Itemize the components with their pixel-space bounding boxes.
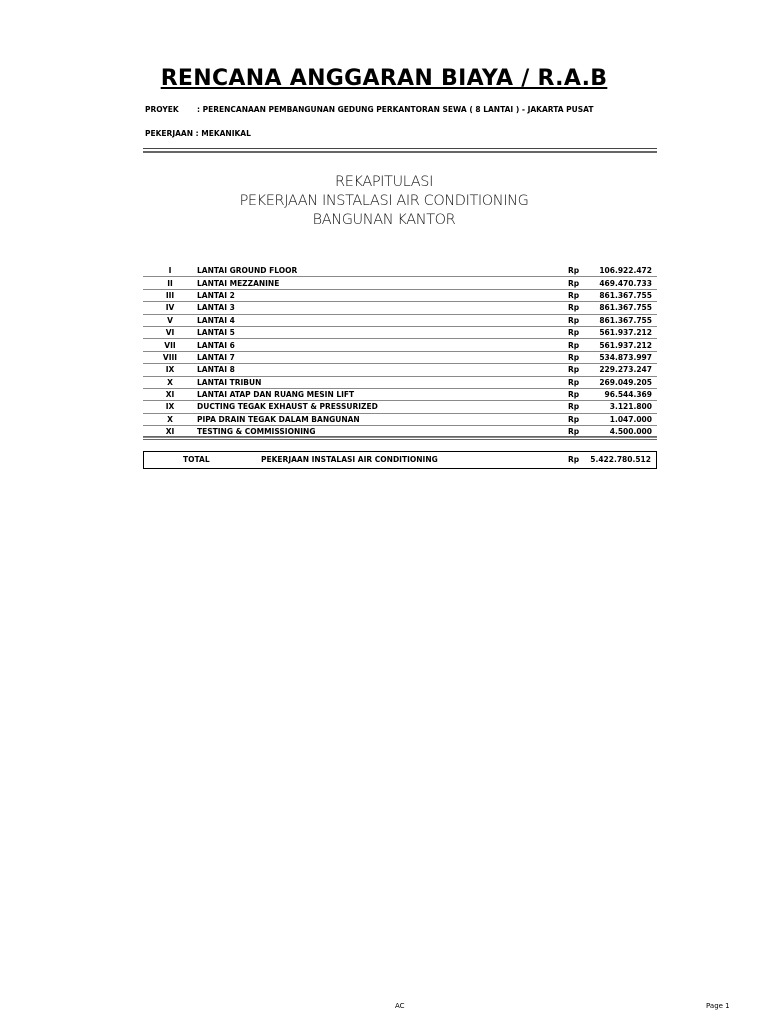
table-row — [143, 302, 657, 314]
item-description: LANTAI ATAP DAN RUANG MESIN LIFT — [197, 388, 568, 400]
item-currency: Rp — [568, 426, 596, 438]
item-number: I — [143, 265, 197, 277]
item-currency: Rp — [568, 364, 596, 376]
item-description: LANTAI 6 — [197, 339, 568, 351]
document-title: RENCANA ANGGARAN BIAYA / R.A.B — [160, 66, 608, 91]
item-number: II — [143, 277, 197, 289]
total-row — [143, 451, 657, 469]
sheet-name: AC — [395, 1002, 405, 1010]
item-description: LANTAI TRIBUN — [197, 376, 568, 388]
header-divider-thick — [143, 151, 657, 153]
item-description: LANTAI 3 — [197, 302, 568, 314]
item-currency: Rp — [568, 351, 596, 363]
total-amount: 5.422.780.512 — [590, 455, 651, 464]
item-amount: 1.047.000 — [596, 413, 657, 425]
table-row — [143, 413, 657, 425]
item-amount: 861.367.755 — [596, 314, 657, 326]
table-row — [143, 388, 657, 400]
item-amount: 861.367.755 — [596, 302, 657, 314]
item-currency: Rp — [568, 376, 596, 388]
table-row — [143, 401, 657, 413]
item-amount: 3.121.800 — [596, 401, 657, 413]
table-end-divider — [143, 436, 657, 437]
table-row — [143, 351, 657, 363]
recap-building: BANGUNAN KANTOR — [312, 212, 456, 228]
item-number: VI — [143, 326, 197, 338]
item-amount: 861.367.755 — [596, 289, 657, 301]
item-amount: 229.273.247 — [596, 364, 657, 376]
table-end-divider-2 — [143, 439, 657, 440]
item-currency: Rp — [568, 401, 596, 413]
item-description: LANTAI 4 — [197, 314, 568, 326]
item-currency: Rp — [568, 289, 596, 301]
item-currency: Rp — [568, 314, 596, 326]
item-number: X — [143, 413, 197, 425]
item-description: LANTAI MEZZANINE — [197, 277, 568, 289]
item-amount: 269.049.205 — [596, 376, 657, 388]
item-amount: 534.873.997 — [596, 351, 657, 363]
project-line — [145, 105, 594, 114]
item-number: VIII — [143, 351, 197, 363]
item-number: IX — [143, 401, 197, 413]
project-value: : PERENCANAAN PEMBANGUNAN GEDUNG PERKANTORAN SEWA ( 8 LANTAI ) - JAKARTA PUSAT — [197, 105, 594, 114]
item-currency: Rp — [568, 277, 596, 289]
table-row — [143, 376, 657, 388]
item-currency: Rp — [568, 413, 596, 425]
item-number: IV — [143, 302, 197, 314]
item-description: LANTAI 8 — [197, 364, 568, 376]
item-amount: 4.500.000 — [596, 426, 657, 438]
item-amount: 561.937.212 — [596, 339, 657, 351]
item-currency: Rp — [568, 388, 596, 400]
item-description: LANTAI 2 — [197, 289, 568, 301]
table-row — [143, 265, 657, 277]
item-description: PIPA DRAIN TEGAK DALAM BANGUNAN — [197, 413, 568, 425]
project-label: PROYEK — [145, 105, 179, 114]
item-currency: Rp — [568, 265, 596, 277]
item-currency: Rp — [568, 326, 596, 338]
total-currency: Rp — [568, 455, 580, 464]
total-label: TOTAL — [183, 455, 210, 464]
table-row — [143, 339, 657, 351]
item-description: DUCTING TEGAK EXHAUST & PRESSURIZED — [197, 401, 568, 413]
work-line: PEKERJAAN : MEKANIKAL — [145, 129, 251, 138]
total-description: PEKERJAAN INSTALASI AIR CONDITIONING — [261, 455, 438, 464]
item-description: LANTAI 7 — [197, 351, 568, 363]
item-number: III — [143, 289, 197, 301]
item-number: V — [143, 314, 197, 326]
page-number: Page 1 — [706, 1002, 730, 1010]
item-currency: Rp — [568, 339, 596, 351]
item-description: LANTAI GROUND FLOOR — [197, 265, 568, 277]
table-row — [143, 364, 657, 376]
item-number: VII — [143, 339, 197, 351]
item-number: XI — [143, 426, 197, 438]
header-divider — [143, 148, 657, 149]
item-amount: 96.544.369 — [596, 388, 657, 400]
item-currency: Rp — [568, 302, 596, 314]
recap-subheading: PEKERJAAN INSTALASI AIR CONDITIONING — [239, 193, 529, 209]
item-number: IX — [143, 364, 197, 376]
item-amount: 106.922.472 — [596, 265, 657, 277]
item-number: X — [143, 376, 197, 388]
recap-heading: REKAPITULASI — [335, 174, 433, 190]
recap-table — [143, 265, 657, 438]
table-row — [143, 314, 657, 326]
item-description: TESTING & COMMISSIONING — [197, 426, 568, 438]
item-number: XI — [143, 388, 197, 400]
item-amount: 561.937.212 — [596, 326, 657, 338]
item-amount: 469.470.733 — [596, 277, 657, 289]
table-row — [143, 326, 657, 338]
table-row — [143, 277, 657, 289]
item-description: LANTAI 5 — [197, 326, 568, 338]
table-row — [143, 289, 657, 301]
